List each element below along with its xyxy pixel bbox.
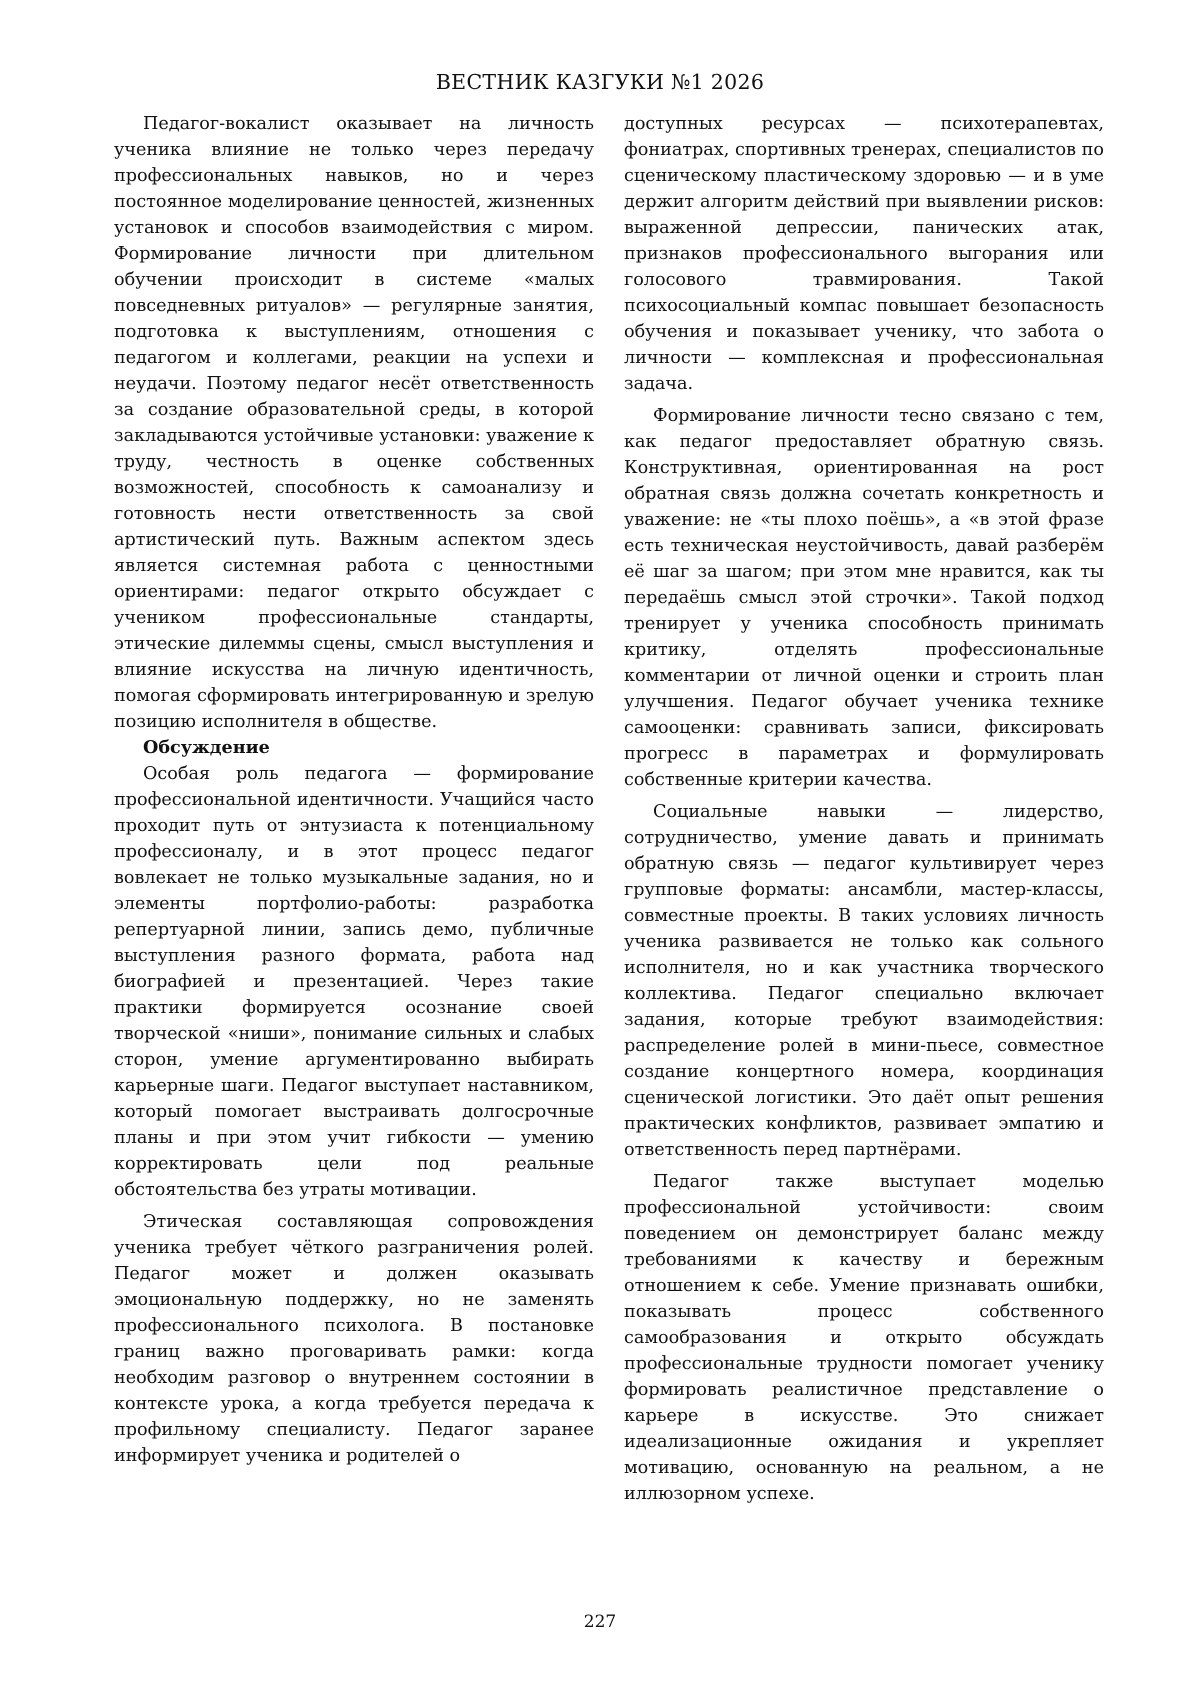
paragraph: Педагог также выступает моделью профессиональной устойчивости: своим поведением он демонстрирует баланс между требованиями к качеству и бережным отношением к себе. Умение признавать ошибки, показывать процесс собственного самообразования и открыто обсуждать профессиональные трудности помогает ученику формировать реалистичное представление о карьере в искусстве. Это снижает идеализационные ожидания и укрепляет мотивацию, основанную на реальном, а не иллюзорном успехе. [624, 1172, 1104, 1504]
section-heading-discussion: Обсуждение [143, 737, 270, 758]
right-column [624, 111, 1104, 1507]
paragraph: Педагог-вокалист оказывает на личность ученика влияние не только через передачу профессиональных навыков, но и через постоянное моделирование ценностей, жизненных установок и способов взаимодействия с миром. Формирование личности при длительном обучении происходит в системе «малых повседневных ритуалов» — регулярные занятия, подготовка к выступлениям, отношения с педагогом и коллегами, реакции на успехи и неудачи. Поэтому педагог несёт ответственность за создание образовательной среды, в которой закладываются устойчивые установки: уважение к труду, честность в оценке собственных возможностей, способность к самоанализу и готовность нести ответственность за свой артистический путь. Важным аспектом здесь является системная работа с ценностными ориентирами: педагог открыто обсуждает с учеником профессиональные стандарты, этические дилеммы сцены, смысл выступления и влияние искусства на личную идентичность, помогая сформировать интегрированную и зрелую позицию исполнителя в обществе. [114, 114, 594, 732]
paragraph: Особая роль педагога — формирование профессиональной идентичности. Учащийся часто проходит путь от энтузиаста к потенциальному профессионалу, и в этот процесс педагог вовлекает не только музыкальные задания, но и элементы портфолио-работы: разработка репертуарной линии, запись демо, публичные выступления разного формата, работа над биографией и презентацией. Через такие практики формируется осознание своей творческой «ниши», понимание сильных и слабых сторон, умение аргументированно выбирать карьерные шаги. Педагог выступает наставником, который помогает выстраивать долгосрочные планы и при этом учит гибкости — умению корректировать цели под реальные обстоятельства без утраты мотивации. [114, 764, 594, 1200]
journal-header: ВЕСТНИК КАЗГУКИ №1 2026 [435, 70, 765, 94]
paragraph: Социальные навыки — лидерство, сотрудничество, умение давать и принимать обратную связь — педагог культивирует через групповые форматы: ансамбли, мастер-классы, совместные проекты. В таких условиях личность ученика развивается не только как сольного исполнителя, но и как участника творческого коллектива. Педагог специально включает задания, которые требуют взаимодействия: распределение ролей в мини-пьесе, совместное создание концертного номера, координация сценической логистики. Это даёт опыт решения практических конфликтов, развивает эмпатию и ответственность перед партнёрами. [624, 802, 1104, 1160]
paragraph: Формирование личности тесно связано с тем, как педагог предоставляет обратную связь. Конструктивная, ориентированная на рост обратная связь должна сочетать конкретность и уважение: не «ты плохо поёшь», а «в этой фразе есть техническая неустойчивость, давай разберём её шаг за шагом; при этом мне нравится, как ты передаёшь смысл этой строчки». Такой подход тренирует у ученика способность принимать критику, отделять профессиональные комментарии от личной оценки и строить план улучшения. Педагог обучает ученика технике самооценки: сравнивать записи, фиксировать прогресс в параметрах и формулировать собственные критерии качества. [624, 406, 1104, 790]
paragraph: Этическая составляющая сопровождения ученика требует чёткого разграничения ролей. Педагог может и должен оказывать эмоциональную поддержку, но не заменять профессионального психолога. В постановке границ важно проговаривать рамки: когда необходим разговор о внутреннем состоянии в контексте урока, а когда требуется передача к профильному специалисту. Педагог заранее информирует ученика и родителей о [114, 1212, 594, 1466]
left-column [114, 111, 594, 1469]
paragraph: доступных ресурсах — психотерапевтах, фониатрах, спортивных тренерах, специалистов по сценическому пластическому здоровью — и в уме держит алгоритм действий при выявлении рисков: выраженной депрессии, панических атак, признаков профессионального выгорания или голосового травмирования. Такой психосоциальный компас повышает безопасность обучения и показывает ученику, что забота о личности — комплексная и профессиональная задача. [624, 114, 1104, 394]
page-number: 227 [583, 1612, 617, 1632]
